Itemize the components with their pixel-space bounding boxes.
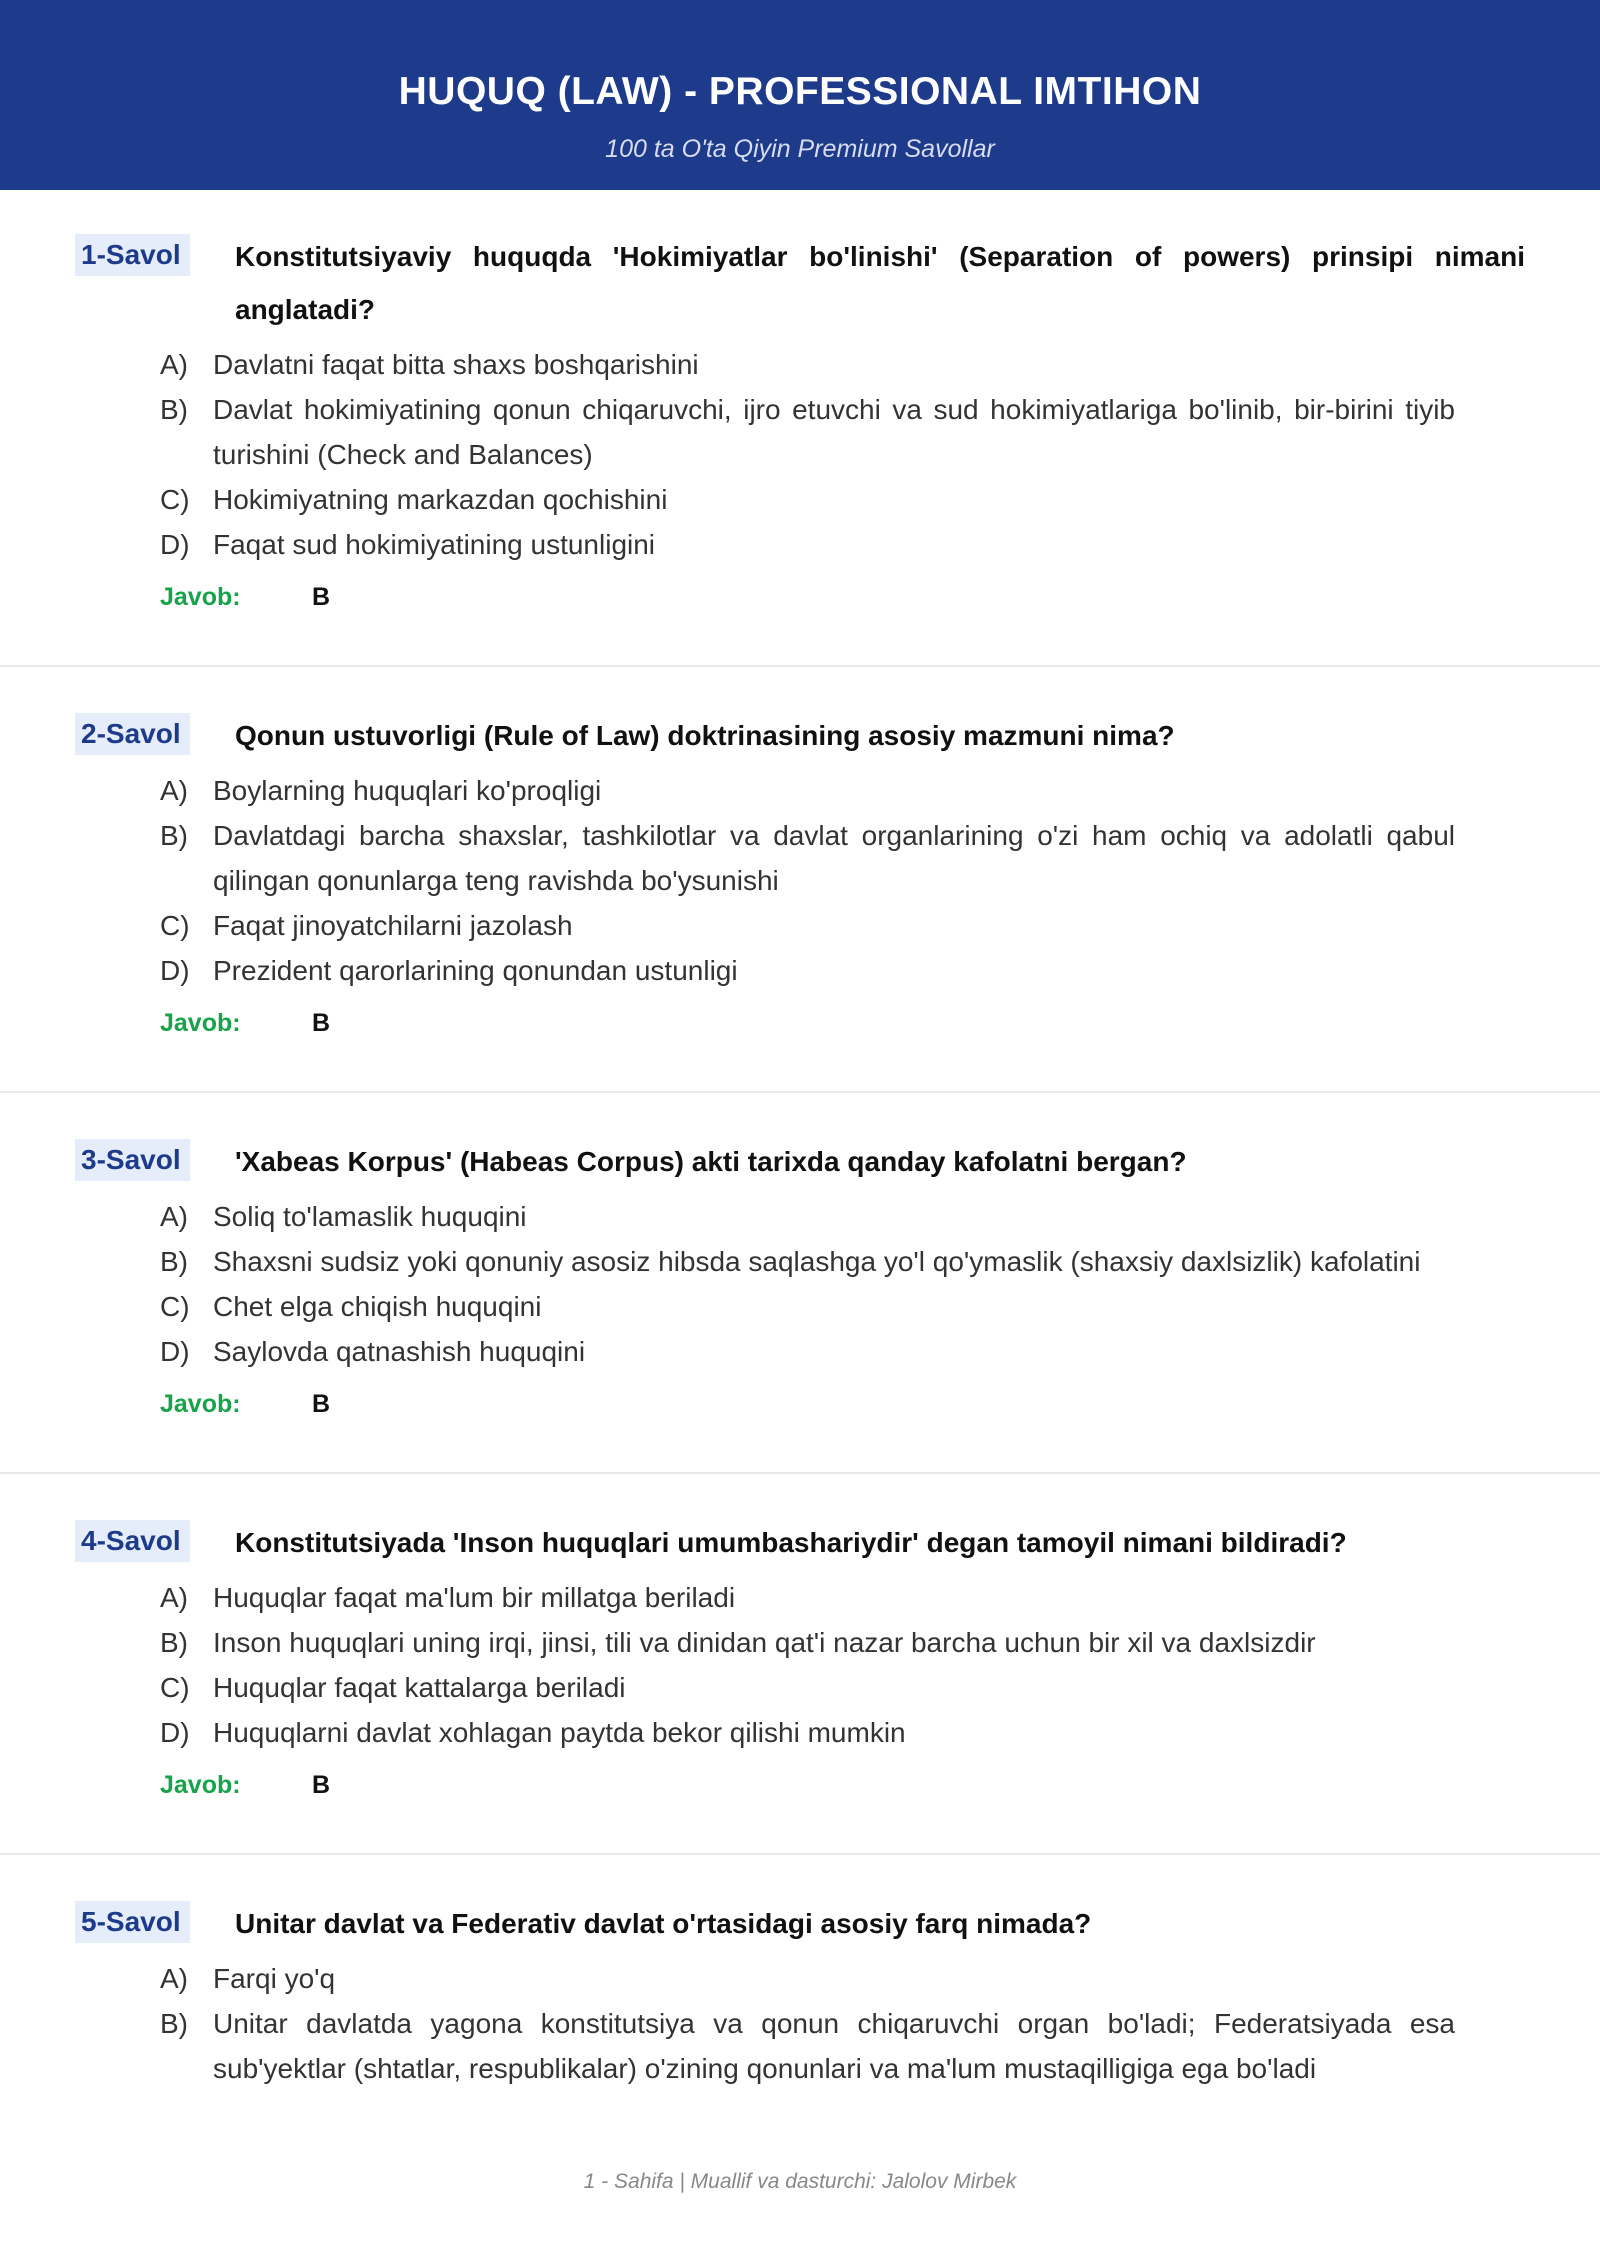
option-text: Soliq to'lamaslik huquqini — [213, 1201, 527, 1232]
option-c — [160, 477, 1455, 522]
option-letter: B) — [160, 1627, 188, 1658]
option-list — [160, 1194, 1455, 1374]
option-letter: C) — [160, 484, 190, 515]
option-a — [160, 1956, 1455, 2001]
option-text: Chet elga chiqish huquqini — [213, 1291, 542, 1322]
option-text: Unitar davlatda yagona konstitutsiya va qonun chiqaruvchi organ bo'ladi; Federatsiyada esa sub'yektlar (shtatlar, respublikalar) o'zining qonunlari va ma'lum mustaqilligiga ega bo'ladi — [213, 2008, 1455, 2084]
option-text: Boylarning huquqlari ko'proqligi — [213, 775, 602, 806]
question-5 — [0, 1897, 1600, 2091]
divider — [0, 1091, 1600, 1093]
question-number-badge: 4-Savol — [75, 1520, 190, 1562]
option-text: Hokimiyatning markazdan qochishini — [213, 484, 668, 515]
question-text: 'Xabeas Korpus' (Habeas Corpus) akti tarixda qanday kafolatni bergan? — [235, 1146, 1187, 1177]
option-text: Prezident qarorlarining qonundan ustunligi — [213, 955, 738, 986]
option-letter: D) — [160, 529, 190, 560]
option-d — [160, 1710, 1455, 1755]
question-number-badge: 2-Savol — [75, 713, 190, 755]
question-4 — [0, 1516, 1600, 1805]
answer-row — [160, 1384, 1525, 1424]
option-a — [160, 1575, 1455, 1620]
option-c — [160, 1665, 1455, 1710]
question-number-badge: 1-Savol — [75, 234, 190, 276]
option-text: Huquqlarni davlat xohlagan paytda bekor qilishi mumkin — [213, 1717, 906, 1748]
option-letter: A) — [160, 1201, 188, 1232]
question-text: Konstitutsiyada 'Inson huquqlari umumbashariydir' degan tamoyil nimani bildiradi? — [235, 1527, 1347, 1558]
option-letter: D) — [160, 1717, 190, 1748]
answer-row — [160, 577, 1525, 617]
option-c — [160, 1284, 1455, 1329]
option-letter: D) — [160, 955, 190, 986]
option-letter: C) — [160, 910, 190, 941]
divider — [0, 1472, 1600, 1474]
question-text: Konstitutsiyaviy huquqda 'Hokimiyatlar bo'linishi' (Separation of powers) prinsipi nimani anglatadi? — [235, 241, 1525, 325]
option-letter: C) — [160, 1291, 190, 1322]
divider — [0, 1853, 1600, 1855]
question-2 — [0, 709, 1600, 1043]
answer-row — [160, 1765, 1525, 1805]
option-list — [160, 1575, 1455, 1755]
answer-label: Javob: — [160, 1771, 241, 1799]
answer-label: Javob: — [160, 1390, 241, 1418]
option-text: Davlatdagi barcha shaxslar, tashkilotlar va davlat organlarining o'zi ham ochiq va adolatli qabul qilingan qonunlarga teng ravishda bo'ysunishi — [213, 820, 1455, 896]
page-footer: 1 - Sahifa | Muallif va dasturchi: Jalolov Mirbek — [583, 2170, 1017, 2193]
question-number-badge: 3-Savol — [75, 1139, 190, 1181]
question-3 — [0, 1135, 1600, 1424]
page-header — [0, 0, 1600, 190]
answer-value: B — [312, 1390, 331, 1418]
question-text: Unitar davlat va Federativ davlat o'rtasidagi asosiy farq nimada? — [235, 1908, 1092, 1939]
option-text: Davlatni faqat bitta shaxs boshqarishini — [213, 349, 699, 380]
option-letter: B) — [160, 394, 188, 425]
option-letter: B) — [160, 1246, 188, 1277]
answer-label: Javob: — [160, 1009, 241, 1037]
option-a — [160, 342, 1455, 387]
option-text: Huquqlar faqat kattalarga beriladi — [213, 1672, 626, 1703]
option-letter: B) — [160, 820, 188, 851]
answer-value: B — [312, 1009, 331, 1037]
option-text: Farqi yo'q — [213, 1963, 336, 1994]
option-list — [160, 342, 1455, 567]
option-b — [160, 1239, 1455, 1284]
option-letter: B) — [160, 2008, 188, 2039]
option-b — [160, 1620, 1455, 1665]
option-letter: C) — [160, 1672, 190, 1703]
option-text: Shaxsni sudsiz yoki qonuniy asosiz hibsda saqlashga yo'l qo'ymaslik (shaxsiy daxlsizlik) kafolatini — [213, 1246, 1421, 1277]
page-subtitle: 100 ta O'ta Qiyin Premium Savollar — [605, 135, 995, 163]
option-c — [160, 903, 1455, 948]
divider — [0, 665, 1600, 667]
option-d — [160, 522, 1455, 567]
option-d — [160, 1329, 1455, 1374]
option-text: Davlat hokimiyatining qonun chiqaruvchi, ijro etuvchi va sud hokimiyatlariga bo'linib, bir-birini tiyib turishini (Check and Balances) — [213, 394, 1455, 470]
option-text: Faqat sud hokimiyatining ustunligini — [213, 529, 656, 560]
page-title: HUQUQ (LAW) - PROFESSIONAL IMTIHON — [398, 70, 1202, 113]
option-list — [160, 1956, 1455, 2091]
question-text: Qonun ustuvorligi (Rule of Law) doktrinasining asosiy mazmuni nima? — [235, 720, 1175, 751]
option-letter: A) — [160, 349, 188, 380]
question-number-badge: 5-Savol — [75, 1901, 190, 1943]
option-letter: A) — [160, 1582, 188, 1613]
answer-value: B — [312, 1771, 331, 1799]
option-d — [160, 948, 1455, 993]
option-b — [160, 387, 1455, 477]
question-list — [0, 230, 1600, 2091]
option-text: Faqat jinoyatchilarni jazolash — [213, 910, 573, 941]
option-text: Saylovda qatnashish huquqini — [213, 1336, 586, 1367]
answer-label: Javob: — [160, 583, 241, 611]
option-letter: A) — [160, 1963, 188, 1994]
option-b — [160, 813, 1455, 903]
option-text: Inson huquqlari uning irqi, jinsi, tili va dinidan qat'i nazar barcha uchun bir xil va daxlsizdir — [213, 1627, 1316, 1658]
answer-row — [160, 1003, 1525, 1043]
option-b — [160, 2001, 1455, 2091]
option-text: Huquqlar faqat ma'lum bir millatga beriladi — [213, 1582, 736, 1613]
question-1 — [0, 230, 1600, 617]
option-letter: A) — [160, 775, 188, 806]
option-a — [160, 768, 1455, 813]
option-a — [160, 1194, 1455, 1239]
option-list — [160, 768, 1455, 993]
option-letter: D) — [160, 1336, 190, 1367]
answer-value: B — [312, 583, 331, 611]
